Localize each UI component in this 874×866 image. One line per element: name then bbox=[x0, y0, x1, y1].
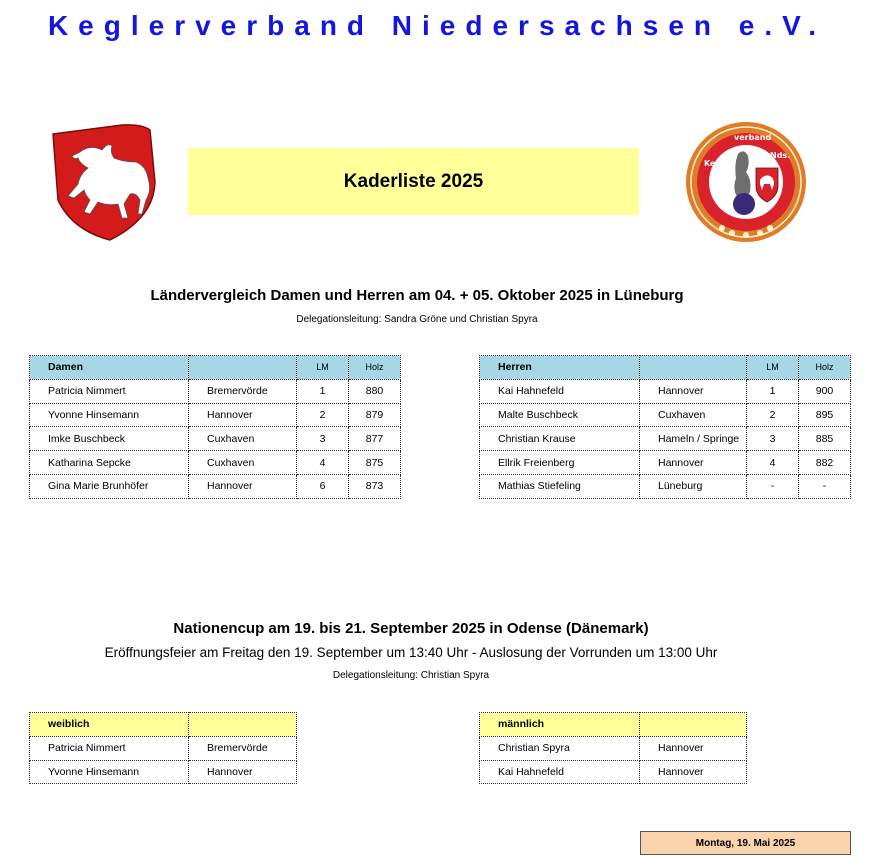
document-date: Montag, 19. Mai 2025 bbox=[695, 837, 796, 849]
player-lm: 3 bbox=[747, 427, 799, 451]
table-row bbox=[480, 760, 747, 784]
player-name: Kai Hahnefeld bbox=[480, 379, 640, 403]
player-holz: 875 bbox=[349, 451, 401, 475]
column-header bbox=[189, 356, 297, 380]
player-name: Gina Marie Brunhöfer bbox=[30, 474, 189, 498]
column-header: Herren bbox=[480, 356, 640, 380]
laendervergleich-heading: Ländervergleich Damen und Herren am 04. + 05. Oktober 2025 in Lüneburg bbox=[150, 287, 684, 304]
player-club: Lüneburg bbox=[640, 474, 747, 498]
table-header-row bbox=[30, 713, 297, 737]
player-name: Christian Spyra bbox=[480, 736, 640, 760]
player-holz: 882 bbox=[799, 451, 851, 475]
nationencup-delegation: Delegationsleitung: Christian Spyra bbox=[332, 670, 490, 681]
player-club: Cuxhaven bbox=[189, 427, 297, 451]
column-header: männlich bbox=[480, 713, 640, 737]
table-row bbox=[30, 474, 401, 498]
player-name: Patricia Nimmert bbox=[30, 736, 189, 760]
player-lm: 1 bbox=[747, 379, 799, 403]
player-holz: 873 bbox=[349, 474, 401, 498]
table-header-row bbox=[30, 356, 401, 380]
player-club: Hannover bbox=[189, 474, 297, 498]
table-row bbox=[480, 736, 747, 760]
player-club: Hameln / Springe bbox=[640, 427, 747, 451]
player-holz: 879 bbox=[349, 403, 401, 427]
table-row bbox=[30, 736, 297, 760]
player-club: Cuxhaven bbox=[189, 451, 297, 475]
player-holz: - bbox=[799, 474, 851, 498]
player-lm: 3 bbox=[297, 427, 349, 451]
table-row bbox=[30, 379, 401, 403]
table-row bbox=[480, 474, 851, 498]
kaderliste-title: Kaderliste 2025 bbox=[343, 170, 484, 192]
player-holz: 877 bbox=[349, 427, 401, 451]
player-lm: 2 bbox=[297, 403, 349, 427]
player-name: Kai Hahnefeld bbox=[480, 760, 640, 784]
player-club: Hannover bbox=[640, 451, 747, 475]
player-name: Katharina Sepcke bbox=[30, 451, 189, 475]
player-club: Hannover bbox=[640, 379, 747, 403]
column-header: LM bbox=[747, 356, 799, 380]
player-club: Hannover bbox=[189, 403, 297, 427]
damen-table bbox=[29, 355, 401, 499]
player-holz: 900 bbox=[799, 379, 851, 403]
table-header-row bbox=[480, 356, 851, 380]
column-header bbox=[189, 713, 297, 737]
player-holz: 880 bbox=[349, 379, 401, 403]
column-header: weiblich bbox=[30, 713, 189, 737]
player-name: Yvonne Hinsemann bbox=[30, 760, 189, 784]
player-name: Ellrik Freienberg bbox=[480, 451, 640, 475]
maennlich-table bbox=[479, 712, 747, 784]
player-holz: 895 bbox=[799, 403, 851, 427]
table-row bbox=[30, 451, 401, 475]
nationencup-heading: Nationencup am 19. bis 21. September 2025 in Odense (Dänemark) bbox=[173, 620, 649, 637]
logo-ring-text: Keglerverband Nds. bbox=[704, 133, 791, 168]
player-lm: 1 bbox=[297, 379, 349, 403]
herren-table bbox=[479, 355, 851, 499]
player-name: Imke Buschbeck bbox=[30, 427, 189, 451]
player-name: Malte Buschbeck bbox=[480, 403, 640, 427]
player-lm: 6 bbox=[297, 474, 349, 498]
player-lm: 2 bbox=[747, 403, 799, 427]
column-header: LM bbox=[297, 356, 349, 380]
player-name: Christian Krause bbox=[480, 427, 640, 451]
column-header: Holz bbox=[349, 356, 401, 380]
niedersachsen-crest-icon bbox=[50, 122, 160, 244]
nationencup-subheading: Eröffnungsfeier am Freitag den 19. September um 13:40 Uhr - Auslosung der Vorrunden um 13:00 Uhr bbox=[104, 645, 718, 660]
column-header: Holz bbox=[799, 356, 851, 380]
player-club: Hannover bbox=[189, 760, 297, 784]
page-title: Keglerverband Niedersachsen e.V. bbox=[47, 10, 827, 41]
column-header: Damen bbox=[30, 356, 189, 380]
kaderliste-title-box bbox=[188, 148, 639, 215]
player-club: Hannover bbox=[640, 760, 747, 784]
player-name: Mathias Stiefeling bbox=[480, 474, 640, 498]
player-lm: - bbox=[747, 474, 799, 498]
player-club: Cuxhaven bbox=[640, 403, 747, 427]
column-header bbox=[640, 713, 747, 737]
table-row bbox=[30, 427, 401, 451]
table-row bbox=[480, 451, 851, 475]
player-club: Bremervörde bbox=[189, 379, 297, 403]
player-name: Patricia Nimmert bbox=[30, 379, 189, 403]
table-row bbox=[480, 379, 851, 403]
date-box bbox=[640, 831, 851, 855]
player-holz: 885 bbox=[799, 427, 851, 451]
keglerverband-logo-icon bbox=[684, 118, 808, 246]
table-row bbox=[480, 403, 851, 427]
player-lm: 4 bbox=[297, 451, 349, 475]
player-name: Yvonne Hinsemann bbox=[30, 403, 189, 427]
table-header-row bbox=[480, 713, 747, 737]
player-club: Bremervörde bbox=[189, 736, 297, 760]
table-row bbox=[30, 403, 401, 427]
table-row bbox=[30, 760, 297, 784]
weiblich-table bbox=[29, 712, 297, 784]
laendervergleich-delegation: Delegationsleitung: Sandra Gröne und Christian Spyra bbox=[296, 314, 538, 325]
player-lm: 4 bbox=[747, 451, 799, 475]
player-club: Hannover bbox=[640, 736, 747, 760]
column-header bbox=[640, 356, 747, 380]
table-row bbox=[480, 427, 851, 451]
